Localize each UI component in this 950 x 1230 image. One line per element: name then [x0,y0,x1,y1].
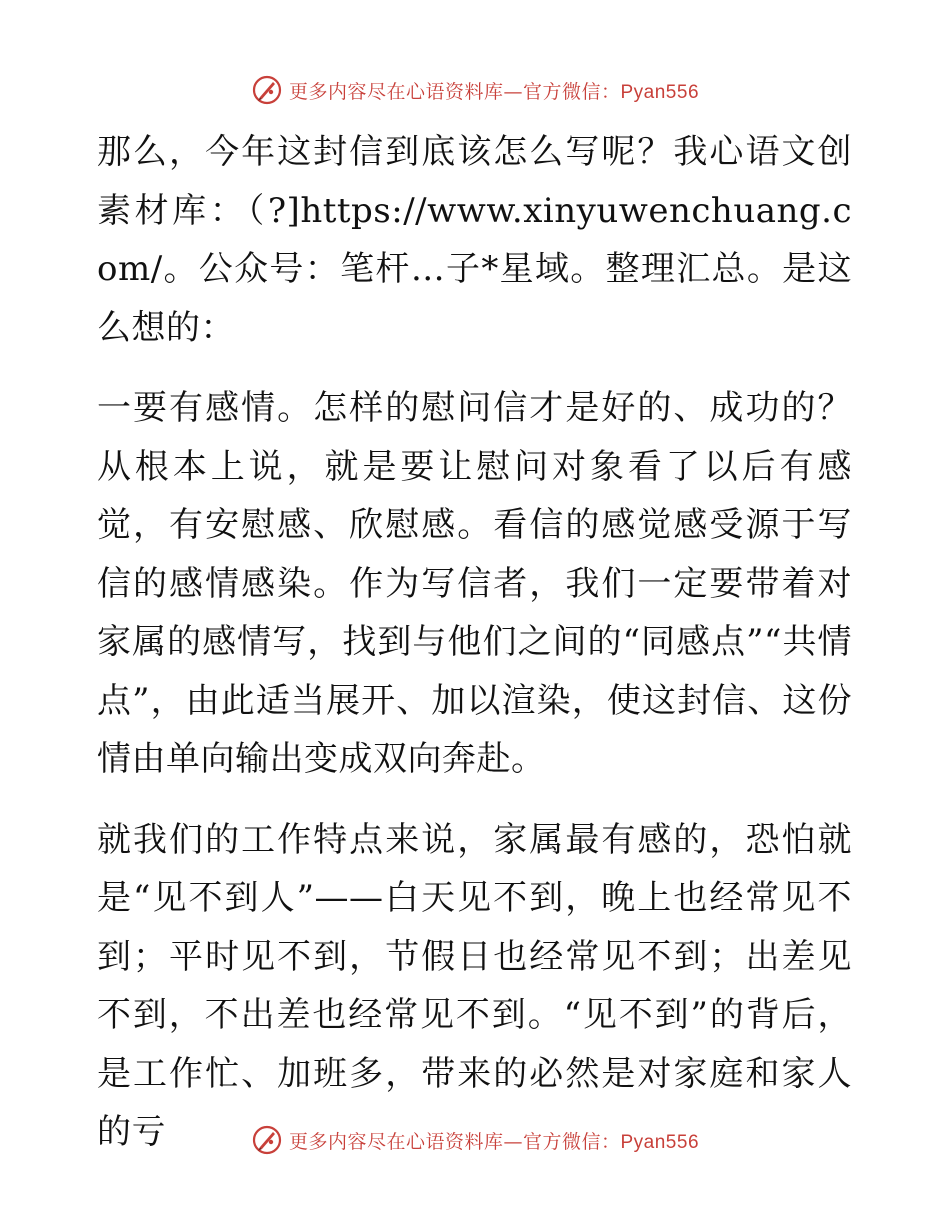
document-body [97,123,852,1184]
banner-wechat-id: Pyan556 [620,81,700,103]
banner-text [289,1127,699,1154]
banner-text [289,77,699,104]
banner-wechat-label: 官方微信： [522,1130,621,1153]
header-watermark-banner [0,70,950,110]
banner-main-text: 更多内容尽在心语资料库 [288,80,504,103]
footer-watermark-banner [0,1120,950,1160]
banner-separator: — [503,80,523,103]
paragraph-intro: 那么，今年这封信到底该怎么写呢？我心语文创素材库：（?]https://www.xinyuwenchuang.com/。公众号：笔杆…子*星域。整理汇总。是这么想的： [97,132,852,348]
banner-separator: — [503,1130,523,1153]
paragraph-work-traits: 就我们的工作特点来说，家属最有感的，恐怕就是“见不到人”——白天见不到，晚上也经常见不到；平时见不到，节假日也经常见不到；出差见不到，不出差也经常见不到。“见不到”的背后，是工作忙、加班多，带来的必然是对家庭和家人的亏 [97,819,852,1152]
quill-logo-icon [251,1124,283,1156]
banner-wechat-id: Pyan556 [620,1131,700,1153]
banner-wechat-label: 官方微信： [522,80,621,103]
banner-main-text: 更多内容尽在心语资料库 [288,1130,504,1153]
paragraph-emotion: 一要有感情。怎样的慰问信才是好的、成功的？从根本上说，就是要让慰问对象看了以后有感觉，有安慰感、欣慰感。看信的感觉感受源于写信的感情感染。作为写信者，我们一定要带着对家属的感情写，找到与他们之间的“同感点”“共情点”，由此适当展开、加以渲染，使这封信、这份情由单向输出变成双向奔赴。 [97,388,852,779]
quill-logo-icon [251,74,283,106]
